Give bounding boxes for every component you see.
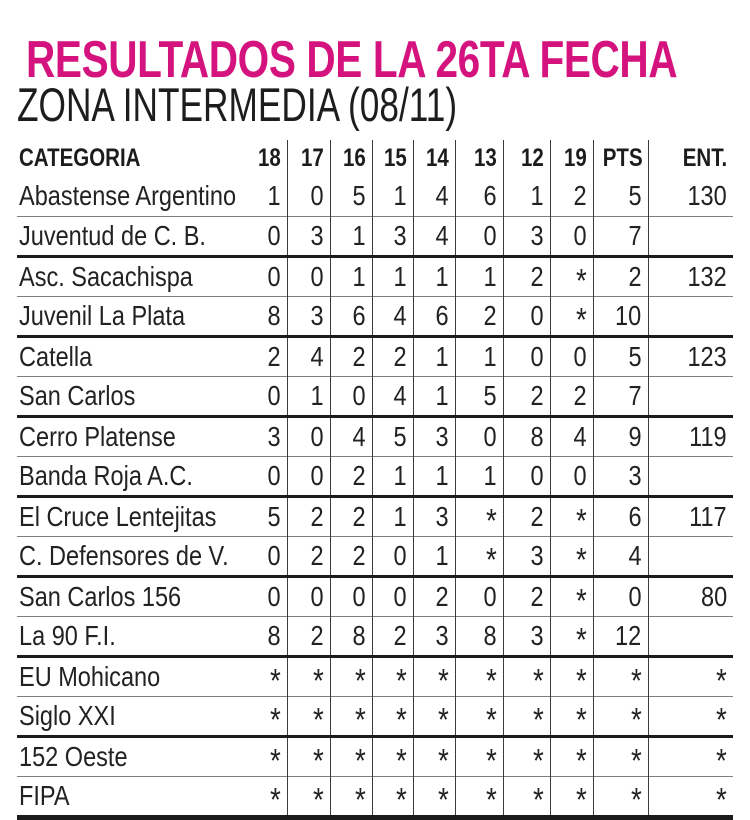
- value-cell: *: [372, 736, 413, 776]
- value-cell: *: [330, 696, 372, 736]
- value-cell: 1: [455, 336, 503, 376]
- value-cell: 3: [503, 616, 550, 656]
- table-row: [17, 376, 733, 416]
- value-cell: 123: [648, 336, 733, 376]
- value-cell: 3: [413, 616, 455, 656]
- value-cell: 6: [593, 496, 648, 536]
- table-row: [17, 656, 733, 696]
- value-cell: 4: [287, 336, 330, 376]
- value-cell: 8: [330, 616, 372, 656]
- value-cell: 1: [372, 496, 413, 536]
- value-cell: *: [593, 656, 648, 696]
- value-cell: 3: [287, 216, 330, 256]
- value-cell: *: [648, 776, 733, 817]
- value-cell: 0: [287, 176, 330, 216]
- value-cell: 1: [330, 256, 372, 296]
- value-cell: 0: [455, 216, 503, 256]
- value-cell: *: [413, 696, 455, 736]
- value-cell: *: [330, 776, 372, 817]
- table-row: [17, 416, 733, 456]
- value-cell: [648, 456, 733, 496]
- column-header-19: 19: [550, 140, 593, 176]
- team-name-cell: San Carlos 156: [19, 580, 182, 612]
- value-cell: 8: [267, 619, 281, 651]
- value-cell: 1: [372, 256, 413, 296]
- value-cell: *: [413, 656, 455, 696]
- value-cell: *: [372, 776, 413, 817]
- value-cell: 1: [503, 176, 550, 216]
- value-cell: 0: [593, 576, 648, 616]
- value-cell: *: [550, 576, 593, 616]
- value-cell: 2: [287, 616, 330, 656]
- value-cell: 12: [593, 616, 648, 656]
- team-name-cell: La 90 F.I.: [19, 619, 116, 651]
- value-cell: 10: [593, 296, 648, 336]
- value-cell: *: [455, 776, 503, 817]
- value-cell: 2: [413, 576, 455, 616]
- value-cell: 2: [550, 376, 593, 416]
- value-cell: 2: [267, 340, 281, 372]
- value-cell: 0: [503, 456, 550, 496]
- value-cell: 2: [503, 376, 550, 416]
- value-cell: 1: [372, 176, 413, 216]
- value-cell: *: [287, 776, 330, 817]
- value-cell: 117: [648, 496, 733, 536]
- value-cell: *: [503, 736, 550, 776]
- value-cell: 0: [503, 336, 550, 376]
- value-cell: *: [269, 780, 281, 818]
- value-cell: *: [269, 661, 281, 699]
- value-cell: 0: [455, 416, 503, 456]
- value-cell: 1: [413, 456, 455, 496]
- team-name-cell: Cerro Platense: [19, 420, 176, 452]
- value-cell: 7: [593, 216, 648, 256]
- column-header-ent: ENT.: [648, 140, 733, 176]
- value-cell: [648, 216, 733, 256]
- value-cell: *: [330, 736, 372, 776]
- table-row: [17, 576, 733, 616]
- value-cell: 2: [372, 336, 413, 376]
- value-cell: *: [413, 776, 455, 817]
- column-header-12: 12: [503, 140, 550, 176]
- value-cell: 2: [503, 576, 550, 616]
- value-cell: 7: [593, 376, 648, 416]
- table-row: [17, 216, 733, 256]
- value-cell: 0: [550, 456, 593, 496]
- value-cell: 4: [372, 296, 413, 336]
- value-cell: 0: [287, 576, 330, 616]
- value-cell: [648, 296, 733, 336]
- value-cell: 0: [550, 336, 593, 376]
- table-row: [17, 696, 733, 736]
- value-cell: 3: [267, 420, 281, 452]
- value-cell: *: [455, 696, 503, 736]
- value-cell: 4: [330, 416, 372, 456]
- value-cell: 2: [330, 336, 372, 376]
- value-cell: 2: [330, 496, 372, 536]
- value-cell: 2: [503, 496, 550, 536]
- value-cell: 3: [593, 456, 648, 496]
- page-title-text: RESULTADOS DE LA 26TA FECHA: [26, 31, 678, 89]
- newspaper-results-clipping: [0, 31, 750, 820]
- value-cell: 2: [372, 616, 413, 656]
- value-cell: 80: [648, 576, 733, 616]
- value-cell: *: [455, 496, 503, 536]
- team-name-cell: FIPA: [19, 779, 70, 811]
- value-cell: *: [550, 656, 593, 696]
- value-cell: *: [648, 656, 733, 696]
- value-cell: *: [287, 696, 330, 736]
- value-cell: 1: [413, 536, 455, 576]
- table-row: [17, 736, 733, 776]
- value-cell: 5: [593, 336, 648, 376]
- value-cell: 0: [372, 576, 413, 616]
- table-row: [17, 776, 733, 817]
- value-cell: [648, 376, 733, 416]
- value-cell: *: [269, 741, 281, 779]
- value-cell: *: [269, 700, 281, 738]
- column-header-categoria: CATEGORIA: [19, 143, 141, 172]
- value-cell: 0: [287, 456, 330, 496]
- value-cell: 0: [455, 576, 503, 616]
- value-cell: 2: [503, 256, 550, 296]
- value-cell: 4: [413, 176, 455, 216]
- value-cell: 2: [455, 296, 503, 336]
- value-cell: *: [455, 736, 503, 776]
- value-cell: 5: [455, 376, 503, 416]
- value-cell: 6: [455, 176, 503, 216]
- table-row: [17, 336, 733, 376]
- team-name-cell: Siglo XXI: [19, 699, 116, 731]
- column-header-18: 18: [257, 143, 281, 172]
- value-cell: 132: [648, 256, 733, 296]
- value-cell: 0: [550, 216, 593, 256]
- value-cell: 0: [267, 379, 281, 411]
- value-cell: *: [550, 616, 593, 656]
- value-cell: 1: [287, 376, 330, 416]
- column-header-15: 15: [372, 140, 413, 176]
- table-body: [17, 176, 733, 817]
- value-cell: 119: [648, 416, 733, 456]
- column-header-13: 13: [455, 140, 503, 176]
- value-cell: 2: [287, 536, 330, 576]
- value-cell: *: [503, 656, 550, 696]
- value-cell: *: [330, 656, 372, 696]
- team-name-cell: C. Defensores de V.: [19, 539, 229, 571]
- value-cell: 1: [372, 456, 413, 496]
- value-cell: 3: [413, 496, 455, 536]
- value-cell: 0: [330, 376, 372, 416]
- value-cell: 8: [503, 416, 550, 456]
- table-row: [17, 496, 733, 536]
- value-cell: *: [648, 736, 733, 776]
- value-cell: 1: [455, 256, 503, 296]
- value-cell: 0: [267, 260, 281, 292]
- value-cell: *: [593, 696, 648, 736]
- value-cell: 4: [372, 376, 413, 416]
- value-cell: 6: [413, 296, 455, 336]
- value-cell: [648, 536, 733, 576]
- value-cell: 0: [330, 576, 372, 616]
- value-cell: *: [287, 656, 330, 696]
- value-cell: 2: [287, 496, 330, 536]
- table-row: [17, 456, 733, 496]
- value-cell: 0: [267, 539, 281, 571]
- value-cell: 3: [503, 536, 550, 576]
- value-cell: 3: [287, 296, 330, 336]
- value-cell: 8: [267, 299, 281, 331]
- team-name-cell: Banda Roja A.C.: [19, 459, 193, 491]
- column-header-14: 14: [413, 140, 455, 176]
- value-cell: 3: [413, 416, 455, 456]
- value-cell: 0: [267, 219, 281, 251]
- results-table: [17, 140, 733, 820]
- team-name-cell: Juventud de C. B.: [19, 219, 206, 251]
- value-cell: 5: [330, 176, 372, 216]
- value-cell: 3: [503, 216, 550, 256]
- value-cell: 5: [267, 500, 281, 532]
- table-row: [17, 296, 733, 336]
- table-row: [17, 176, 733, 216]
- table-row: [17, 616, 733, 656]
- value-cell: *: [503, 776, 550, 817]
- value-cell: 3: [372, 216, 413, 256]
- table-header-row: [17, 140, 733, 176]
- value-cell: *: [503, 696, 550, 736]
- value-cell: 4: [550, 416, 593, 456]
- value-cell: 5: [372, 416, 413, 456]
- value-cell: 0: [267, 580, 281, 612]
- team-name-cell: EU Mohicano: [19, 660, 161, 692]
- team-name-cell: Asc. Sacachispa: [19, 260, 193, 292]
- team-name-cell: Abastense Argentino: [19, 179, 237, 211]
- value-cell: 0: [287, 416, 330, 456]
- value-cell: 2: [593, 256, 648, 296]
- value-cell: *: [455, 536, 503, 576]
- team-name-cell: San Carlos: [19, 379, 136, 411]
- value-cell: 1: [413, 336, 455, 376]
- value-cell: *: [648, 696, 733, 736]
- value-cell: *: [550, 536, 593, 576]
- value-cell: *: [550, 776, 593, 817]
- value-cell: *: [550, 496, 593, 536]
- value-cell: 1: [330, 216, 372, 256]
- value-cell: 4: [413, 216, 455, 256]
- table-row: [17, 536, 733, 576]
- value-cell: 1: [267, 179, 281, 211]
- column-header-17: 17: [287, 140, 330, 176]
- value-cell: *: [550, 296, 593, 336]
- value-cell: 6: [330, 296, 372, 336]
- value-cell: 4: [593, 536, 648, 576]
- value-cell: *: [455, 656, 503, 696]
- table-row: [17, 256, 733, 296]
- column-header-16: 16: [330, 140, 372, 176]
- value-cell: 5: [593, 176, 648, 216]
- value-cell: 1: [455, 456, 503, 496]
- value-cell: *: [550, 256, 593, 296]
- value-cell: *: [593, 736, 648, 776]
- value-cell: 9: [593, 416, 648, 456]
- value-cell: 0: [287, 256, 330, 296]
- value-cell: 2: [330, 536, 372, 576]
- value-cell: 1: [413, 256, 455, 296]
- value-cell: 8: [455, 616, 503, 656]
- value-cell: *: [550, 696, 593, 736]
- value-cell: *: [287, 736, 330, 776]
- team-name-cell: El Cruce Lentejitas: [19, 500, 217, 532]
- value-cell: 0: [372, 536, 413, 576]
- value-cell: *: [372, 656, 413, 696]
- value-cell: 130: [648, 176, 733, 216]
- team-name-cell: Juvenil La Plata: [19, 299, 186, 331]
- column-header-pts: PTS: [593, 140, 648, 176]
- value-cell: [648, 616, 733, 656]
- team-name-cell: 152 Oeste: [19, 740, 128, 772]
- value-cell: *: [413, 736, 455, 776]
- value-cell: 1: [413, 376, 455, 416]
- value-cell: *: [550, 736, 593, 776]
- value-cell: *: [593, 776, 648, 817]
- value-cell: 0: [503, 296, 550, 336]
- value-cell: 0: [267, 459, 281, 491]
- value-cell: 2: [330, 456, 372, 496]
- team-name-cell: Catella: [19, 340, 93, 372]
- page-subtitle-text: ZONA INTERMEDIA (08/11): [17, 78, 458, 131]
- value-cell: 2: [550, 176, 593, 216]
- value-cell: *: [372, 696, 413, 736]
